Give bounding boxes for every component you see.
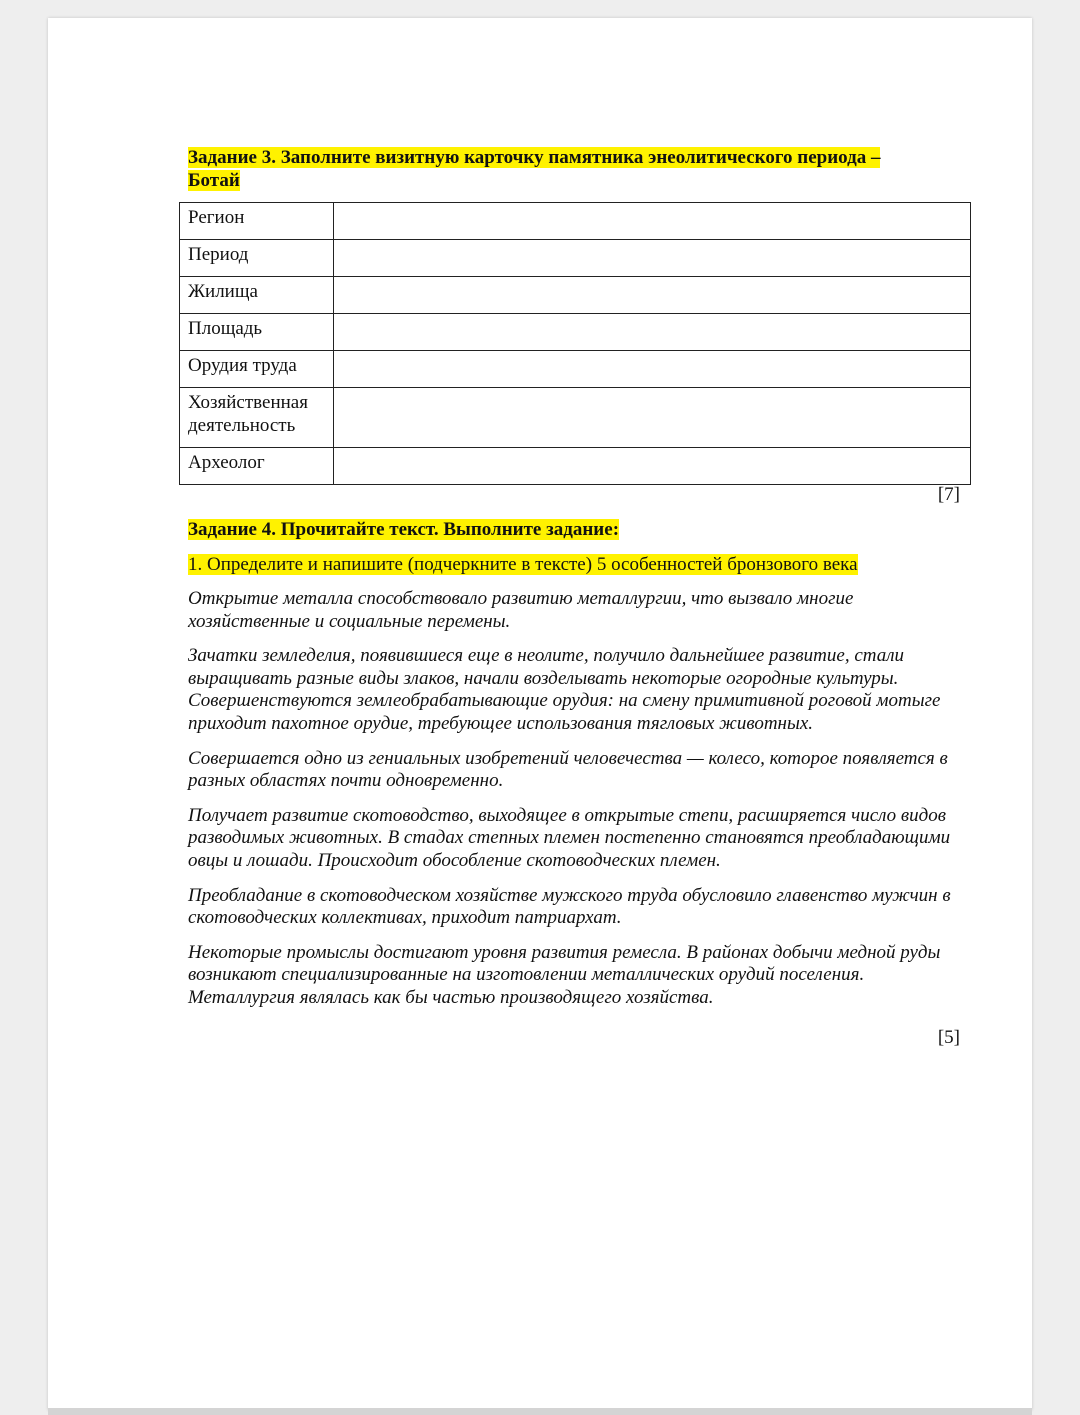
paragraph-patriarchy: Преобладание в скотоводческом хозяйстве мужского труда обусловило главенство мужчин в скотоводческих коллективах, приходит патриархат. (188, 884, 951, 929)
row-label-period: Период (180, 240, 334, 277)
paragraph-metal: Открытие металла способствовало развитию металлургии, что вызвало многие хозяйственные и социальные перемены. (188, 588, 854, 632)
row-label-tools: Орудия труда (180, 351, 334, 388)
task4-instruction (188, 553, 858, 576)
row-answer-economy[interactable] (334, 388, 971, 448)
row-label-economy-line2: деятельность (188, 415, 296, 436)
reading-text (188, 588, 958, 1022)
task3-score: [7] (937, 484, 960, 505)
paragraph-agriculture: Зачатки земледелия, появившиеся еще в неолите, получило дальнейшее развитие, стали выращивать разные виды злаков, начали возделывать некоторые огородные культуры. Совершенствуются землеобрабатывающие орудия: на смену примитивной роговой мотыге приходит пахотное орудие, требующее использования тягловых животных. (188, 645, 941, 734)
table-row (180, 277, 971, 314)
row-label-economy-line1: Хозяйственная (188, 392, 308, 413)
row-answer-period[interactable] (334, 240, 971, 277)
row-answer-area[interactable] (334, 314, 971, 351)
table-row (180, 203, 971, 240)
row-answer-archaeologist[interactable] (334, 448, 971, 485)
paragraph-herding: Получает развитие скотоводство, выходящее в открытые степи, расширяется число видов разводимых животных. В стадах степных племен постепенно становятся преобладающими овцы и лошади. Происходит обособление скотоводческих племен. (188, 804, 951, 871)
row-label-economy (180, 388, 334, 448)
row-label-region: Регион (180, 203, 334, 240)
task4-instruction-text: 1. Определите и напишите (подчеркните в тексте) 5 особенностей бронзового века (188, 554, 858, 575)
row-label-area: Площадь (180, 314, 334, 351)
task4-score: [5] (937, 1027, 960, 1048)
paragraph-crafts: Некоторые промыслы достигают уровня развития ремесла. В районах добычи медной руды возникают специализированные на изготовлении металлических орудий поселения. Металлургия являлась как бы частью производящего хозяйства. (188, 941, 941, 1008)
row-label-dwellings: Жилища (180, 277, 334, 314)
row-label-archaeologist: Археолог (180, 448, 334, 485)
row-answer-region[interactable] (334, 203, 971, 240)
task4-heading (188, 518, 619, 541)
table-row (180, 388, 971, 448)
page-bottom-edge (48, 1408, 1032, 1415)
row-answer-tools[interactable] (334, 351, 971, 388)
table-row (180, 240, 971, 277)
row-answer-dwellings[interactable] (334, 277, 971, 314)
task3-heading-line2: Ботай (188, 170, 240, 191)
task3-heading (188, 146, 948, 192)
document-page (48, 18, 1032, 1410)
visit-card-table (179, 202, 971, 485)
table-row (180, 314, 971, 351)
table-row (180, 448, 971, 485)
task4-heading-text: Задание 4. Прочитайте текст. Выполните задание: (188, 519, 620, 540)
table-row (180, 351, 971, 388)
paragraph-wheel: Совершается одно из гениальных изобретений человечества — колесо, которое появляется в разных областях почти одновременно. (188, 747, 948, 792)
task3-heading-line1: Задание 3. Заполните визитную карточку памятника энеолитического периода – (188, 147, 881, 168)
